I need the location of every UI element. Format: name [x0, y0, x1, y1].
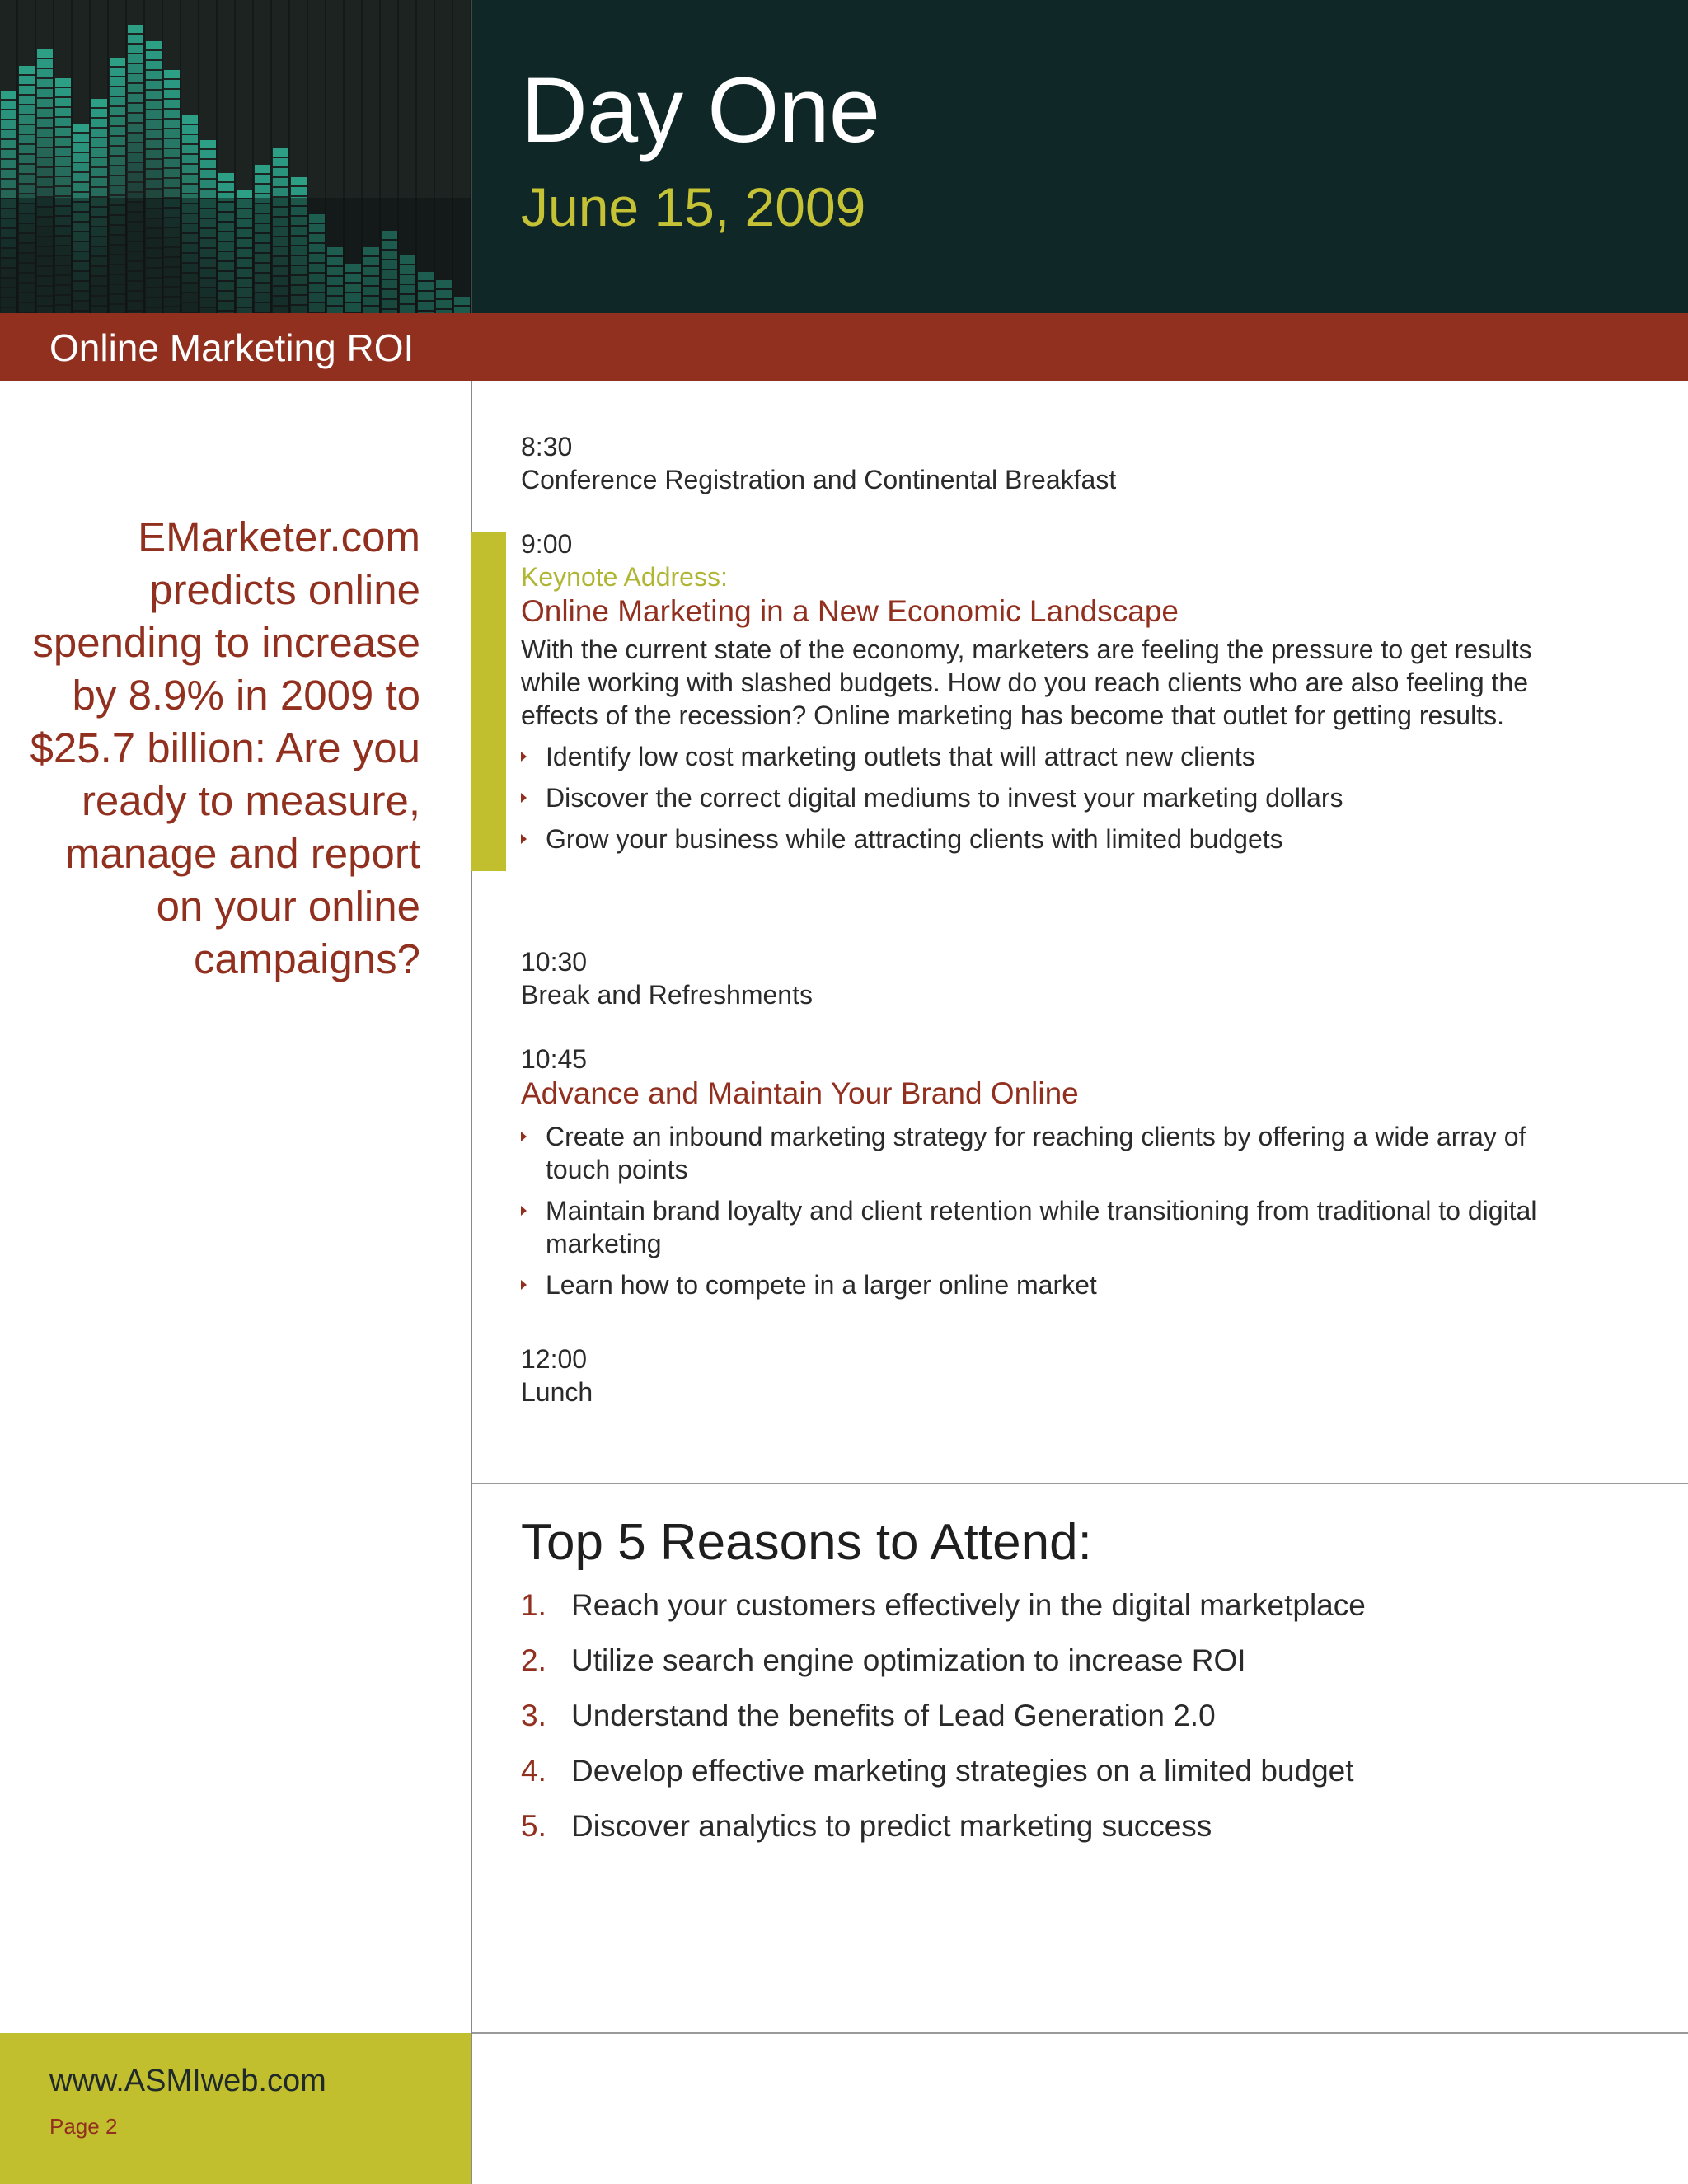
agenda-item — [521, 1043, 1592, 1310]
triangle-bullet-icon — [521, 1206, 527, 1216]
hero-equalizer-graphic — [0, 0, 471, 313]
footer-divider — [472, 2032, 1688, 2034]
triangle-bullet-icon — [521, 793, 527, 803]
agenda-time: 9:00 — [521, 529, 573, 559]
list-item — [521, 1587, 1366, 1643]
agenda-time: 10:45 — [521, 1044, 588, 1074]
bullet-text: Identify low cost marketing outlets that will attract new clients — [546, 742, 1255, 771]
reason-text: Develop effective marketing strategies on a limited budget — [571, 1754, 1354, 1788]
bullet-text: Maintain brand loyalty and client retention while transitioning from traditional to digital marketing — [546, 1196, 1537, 1258]
agenda-item — [521, 1343, 1592, 1408]
list-item — [521, 1194, 1543, 1260]
agenda-item — [521, 430, 1592, 496]
reason-text: Utilize search engine optimization to increase ROI — [571, 1643, 1246, 1677]
event-date: June 15, 2009 — [521, 176, 866, 237]
website-link[interactable]: www.ASMIweb.com — [49, 2064, 326, 2098]
agenda-title: Break and Refreshments — [521, 980, 813, 1010]
reasons-list — [521, 1587, 1366, 1863]
bullet-list — [521, 740, 1592, 855]
page-number: Page 2 — [49, 2114, 118, 2139]
agenda-time: 8:30 — [521, 432, 573, 462]
reason-number: 3. — [521, 1699, 546, 1732]
session-title: Online Marketing in a New Economic Landscape — [521, 594, 1179, 628]
reason-text: Reach your customers effectively in the digital marketplace — [571, 1588, 1366, 1622]
band-title: Online Marketing ROI — [49, 326, 415, 369]
triangle-bullet-icon — [521, 752, 527, 762]
agenda-time: 10:30 — [521, 947, 588, 977]
agenda-time: 12:00 — [521, 1344, 588, 1374]
bullet-text: Learn how to compete in a larger online market — [546, 1270, 1097, 1300]
reason-text: Discover analytics to predict marketing success — [571, 1809, 1212, 1843]
agenda-title: Lunch — [521, 1377, 593, 1407]
agenda-title: Conference Registration and Continental Breakfast — [521, 465, 1117, 494]
keynote-accent-bar — [471, 532, 506, 871]
reason-number: 1. — [521, 1588, 546, 1622]
bullet-list — [521, 1120, 1543, 1301]
page-title: Day One — [521, 59, 879, 162]
session-description: With the current state of the economy, marketers are feeling the pressure to get results while working with slashed budgets. How do you reach clients who are also feeling the effects of the recession? Online marketing has become that outlet for getting results. — [521, 635, 1532, 730]
list-item — [521, 1698, 1366, 1753]
reason-text: Understand the benefits of Lead Generation 2.0 — [571, 1699, 1216, 1732]
list-item — [521, 823, 1592, 855]
bullet-text: Discover the correct digital mediums to invest your marketing dollars — [546, 783, 1343, 813]
list-item — [521, 740, 1592, 773]
reasons-heading: Top 5 Reasons to Attend: — [521, 1514, 1092, 1571]
equalizer-bars-graphic — [0, 0, 471, 313]
agenda-item — [521, 527, 1592, 864]
keynote-label: Keynote Address: — [521, 562, 728, 592]
list-item — [521, 1643, 1366, 1698]
list-item — [521, 781, 1592, 814]
reason-number: 2. — [521, 1643, 546, 1677]
agenda-item — [521, 945, 1592, 1011]
triangle-bullet-icon — [521, 1280, 527, 1290]
list-item — [521, 1808, 1366, 1863]
bullet-text: Grow your business while attracting clients with limited budgets — [546, 824, 1283, 854]
section-divider — [472, 1483, 1688, 1484]
footer-block — [0, 2033, 471, 2184]
triangle-bullet-icon — [521, 834, 527, 844]
sidebar-pull-quote: EMarketer.com predicts online spending to increase by 8.9% in 2009 to $25.7 billion: Are you ready to measure, manage and report on your online campaigns? — [30, 513, 420, 982]
list-item — [521, 1268, 1543, 1301]
triangle-bullet-icon — [521, 1132, 527, 1141]
list-item — [521, 1120, 1543, 1186]
list-item — [521, 1753, 1366, 1808]
reason-number: 4. — [521, 1754, 546, 1788]
bullet-text: Create an inbound marketing strategy for reaching clients by offering a wide array of touch points — [546, 1122, 1526, 1184]
session-title: Advance and Maintain Your Brand Online — [521, 1076, 1079, 1110]
reason-number: 5. — [521, 1809, 546, 1843]
